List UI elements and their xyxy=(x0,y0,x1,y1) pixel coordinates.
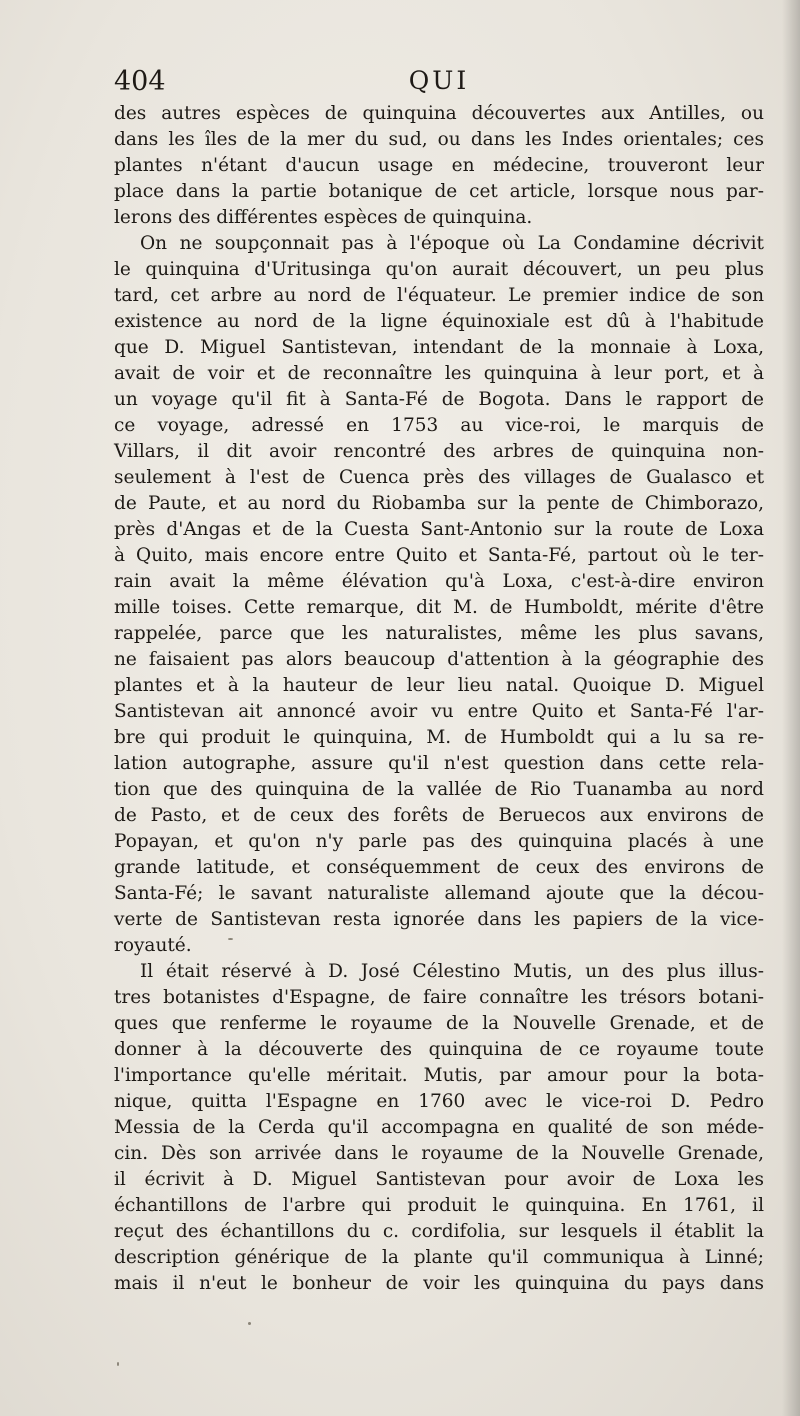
text-line: Santistevan ait annoncé avoir vu entre Quito et Santa-Fé l'ar- xyxy=(114,701,764,722)
text-line: seulement à l'est de Cuenca près des villages de Gualasco et xyxy=(114,467,764,488)
text-line: Popayan, et qu'on n'y parle pas des quinquina placés à une xyxy=(114,831,764,852)
text-line: un voyage qu'il fit à Santa-Fé de Bogota. Dans le rapport de xyxy=(114,389,764,410)
text-line: ne faisaient pas alors beaucoup d'attention à la géographie des xyxy=(114,649,764,670)
text-line: royauté. xyxy=(114,935,192,956)
text-line: le quinquina d'Uritusinga qu'on aurait découvert, un peu plus xyxy=(114,259,764,280)
text-line: ce voyage, adressé en 1753 au vice-roi, le marquis de xyxy=(114,415,764,436)
text-line: rappelée, parce que les naturalistes, même les plus savans, xyxy=(114,623,764,644)
text-line: il écrivit à D. Miguel Santistevan pour avoir de Loxa les xyxy=(114,1169,764,1190)
text-line: près d'Angas et de la Cuesta Sant-Antonio sur la route de Loxa xyxy=(114,519,764,540)
text-line: lation autographe, assure qu'il n'est question dans cette rela- xyxy=(114,753,764,774)
text-line: Il était réservé à D. José Célestino Mutis, un des plus illus- xyxy=(140,961,764,982)
text-line: mille toises. Cette remarque, dit M. de Humboldt, mérite d'être xyxy=(114,597,764,618)
text-line: avait de voir et de reconnaître les quinquina à leur port, et à xyxy=(114,363,764,384)
text-line: donner à la découverte des quinquina de ce royaume toute xyxy=(114,1039,764,1060)
text-line: tres botanistes d'Espagne, de faire connaître les trésors botani- xyxy=(114,987,764,1008)
text-line: verte de Santistevan resta ignorée dans les papiers de la vice- xyxy=(114,909,764,930)
text-line: Santa-Fé; le savant naturaliste allemand ajoute que la décou- xyxy=(114,883,764,904)
text-line: bre qui produit le quinquina, M. de Humboldt qui a lu sa re- xyxy=(114,727,764,748)
text-line: tion que des quinquina de la vallée de Rio Tuanamba au nord xyxy=(114,779,764,800)
text-line: place dans la partie botanique de cet article, lorsque nous par- xyxy=(114,181,764,202)
text-line: reçut des échantillons du c. cordifolia, sur lesquels il établit la xyxy=(114,1221,764,1242)
text-line: existence au nord de la ligne équinoxiale est dû à l'habitude xyxy=(114,311,764,332)
page-header xyxy=(114,66,764,100)
text-line: cin. Dès son arrivée dans le royaume de la Nouvelle Grenade, xyxy=(114,1143,764,1164)
body-text xyxy=(114,101,764,1297)
text-line: de Pasto, et de ceux des forêts de Beruecos aux environs de xyxy=(114,805,764,826)
text-line: échantillons de l'arbre qui produit le quinquina. En 1761, il xyxy=(114,1195,764,1216)
paper-speck xyxy=(228,938,233,940)
text-line: de Paute, et au nord du Riobamba sur la pente de Chimborazo, xyxy=(114,493,764,514)
text-line: à Quito, mais encore entre Quito et Santa-Fé, partout où le ter- xyxy=(114,545,764,566)
page-edge-shadow xyxy=(782,0,800,1416)
text-line: Messia de la Cerda qu'il accompagna en qualité de son méde- xyxy=(114,1117,764,1138)
paper-speck xyxy=(117,1362,119,1366)
text-line: rain avait la même élévation qu'à Loxa, c'est-à-dire environ xyxy=(114,571,764,592)
text-line: nique, quitta l'Espagne en 1760 avec le vice-roi D. Pedro xyxy=(114,1091,764,1112)
text-line: Villars, il dit avoir rencontré des arbres de quinquina non- xyxy=(114,441,764,462)
text-line: lerons des différentes espèces de quinquina. xyxy=(114,207,533,228)
text-line: grande latitude, et conséquemment de ceux des environs de xyxy=(114,857,764,878)
text-line: l'importance qu'elle méritait. Mutis, par amour pour la bota- xyxy=(114,1065,764,1086)
text-line: dans les îles de la mer du sud, ou dans les Indes orientales; ces xyxy=(114,129,764,150)
text-line: tard, cet arbre au nord de l'équateur. Le premier indice de son xyxy=(114,285,764,306)
paper-speck xyxy=(248,1322,251,1325)
running-head: QUI xyxy=(408,66,470,95)
page-number: 404 xyxy=(114,66,166,97)
text-line: que D. Miguel Santistevan, intendant de la monnaie à Loxa, xyxy=(114,337,764,358)
text-line: des autres espèces de quinquina découvertes aux Antilles, ou xyxy=(114,103,764,124)
text-line: plantes et à la hauteur de leur lieu natal. Quoique D. Miguel xyxy=(114,675,764,696)
text-line: mais il n'eut le bonheur de voir les quinquina du pays dans xyxy=(114,1273,764,1294)
text-line: On ne soupçonnait pas à l'époque où La Condamine décrivit xyxy=(140,233,764,254)
text-line: description générique de la plante qu'il communiqua à Linné; xyxy=(114,1247,764,1268)
text-line: ques que renferme le royaume de la Nouvelle Grenade, et de xyxy=(114,1013,764,1034)
text-line: plantes n'étant d'aucun usage en médecine, trouveront leur xyxy=(114,155,764,176)
